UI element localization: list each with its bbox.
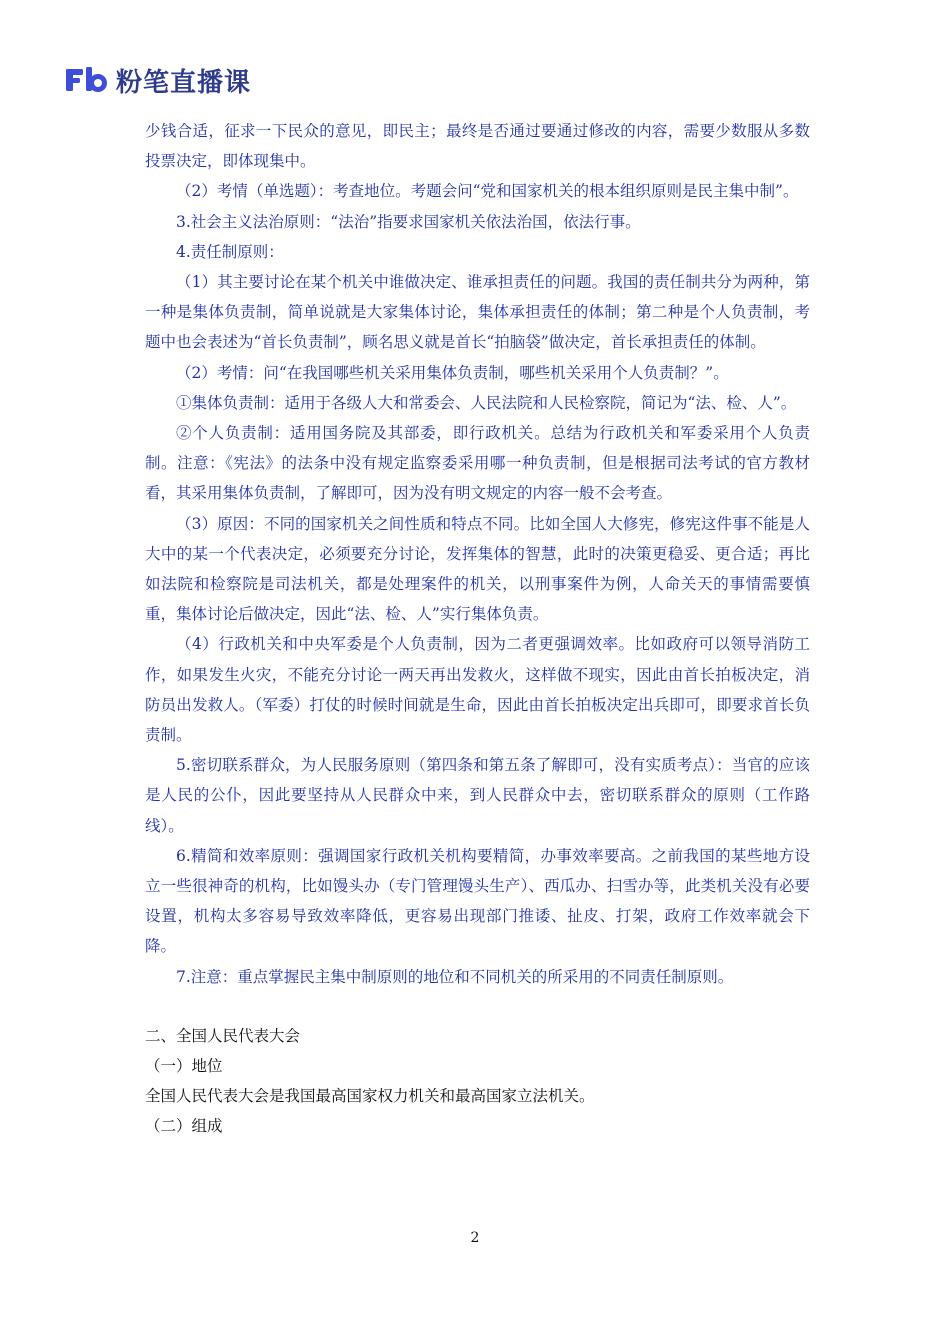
paragraph: （1）其主要讨论在某个机关中谁做决定、谁承担责任的问题。我国的责任制共分为两种，第一种是集体负责制，简单说就是大家集体讨论，集体承担责任的体制；第二种是个人负责制，考题中也会表述为“首长负责制”，顾名思义就是首长“拍脑袋”做决定，首长承担责任的体制。 xyxy=(145,273,810,352)
subsection-heading: （一）地位 xyxy=(145,1056,223,1075)
paragraph: （3）原因：不同的国家机关之间性质和特点不同。比如全国人大修宪，修宪这件事不能是人大中的某一个代表决定，必须要充分讨论，发挥集体的智慧，此时的决策更稳妥、更合适；再比如法院和检察院是司法机关，都是处理案件的机关，以刑事案件为例，人命关天的事情需要慎重，集体讨论后做决定，因此“法、检、人”实行集体负责。 xyxy=(145,514,810,624)
paragraph: 少钱合适，征求一下民众的意见，即民主；最终是否通过要通过修改的内容，需要少数服从多数投票决定，即体现集中。 xyxy=(145,122,810,171)
paragraph: （2）考情：问“在我国哪些机关采用集体负责制，哪些机关采用个人负责制？”。 xyxy=(176,363,729,382)
paragraph: 4.责任制原则： xyxy=(176,242,284,261)
paragraph: ②个人负责制：适用国务院及其部委，即行政机关。总结为行政机关和军委采用个人负责制。注意：《宪法》的法条中没有规定监察委采用哪一种负责制，但是根据司法考试的官方教材看，其采用集体负责制，了解即可，因为没有明文规定的内容一般不会考查。 xyxy=(145,424,810,503)
blue-section xyxy=(145,116,810,992)
paragraph: 5.密切联系群众，为人民服务原则（第四条和第五条了解即可，没有实质考点）：当官的应该是人民的公仆，因此要坚持从人民群众中来，到人民群众中去，密切联系群众的原则（工作路线）。 xyxy=(145,756,810,835)
paragraph: （2）考情（单选题）：考查地位。考题会问“党和国家机关的根本组织原则是民主集中制”。 xyxy=(176,182,799,201)
document-body xyxy=(145,116,810,1141)
paragraph: ①集体负责制：适用于各级人大和常委会、人民法院和人民检察院，简记为“法、检、人”。 xyxy=(176,393,797,412)
page-number: 2 xyxy=(470,1230,480,1246)
paragraph: 7.注意：重点掌握民主集中制原则的地位和不同机关的所采用的不同责任制原则。 xyxy=(176,967,734,986)
section-heading: 二、全国人民代表大会 xyxy=(145,1026,301,1045)
paragraph: （4）行政机关和中央军委是个人负责制，因为二者更强调效率。比如政府可以领导消防工作，如果发生火灾，不能充分讨论一两天再出发救火，这样做不现实，因此由首长拍板决定，消防员出发救人。（军委）打仗的时候时间就是生命，因此由首长拍板决定出兵即可，即要求首长负责制。 xyxy=(145,635,810,745)
logo-text: 粉笔直播课 xyxy=(116,67,252,98)
paragraph: 3.社会主义法治原则：“法治”指要求国家机关依法治国，依法行事。 xyxy=(176,212,641,231)
subsection-heading: （二）组成 xyxy=(145,1116,223,1135)
paragraph: 6.精简和效率原则：强调国家行政机关机构要精简，办事效率要高。之前我国的某些地方设立一些很神奇的机构，比如馒头办（专门管理馒头生产）、西瓜办、扫雪办等，此类机关没有必要设置，机构太多容易导致效率降低，更容易出现部门推诿、扯皮、打架，政府工作效率就会下降。 xyxy=(145,846,810,956)
fb-logo-icon xyxy=(66,67,108,93)
brand-logo xyxy=(66,60,251,100)
paragraph: 全国人民代表大会是我国最高国家权力机关和最高国家立法机关。 xyxy=(145,1086,595,1105)
npc-section xyxy=(145,1021,810,1141)
